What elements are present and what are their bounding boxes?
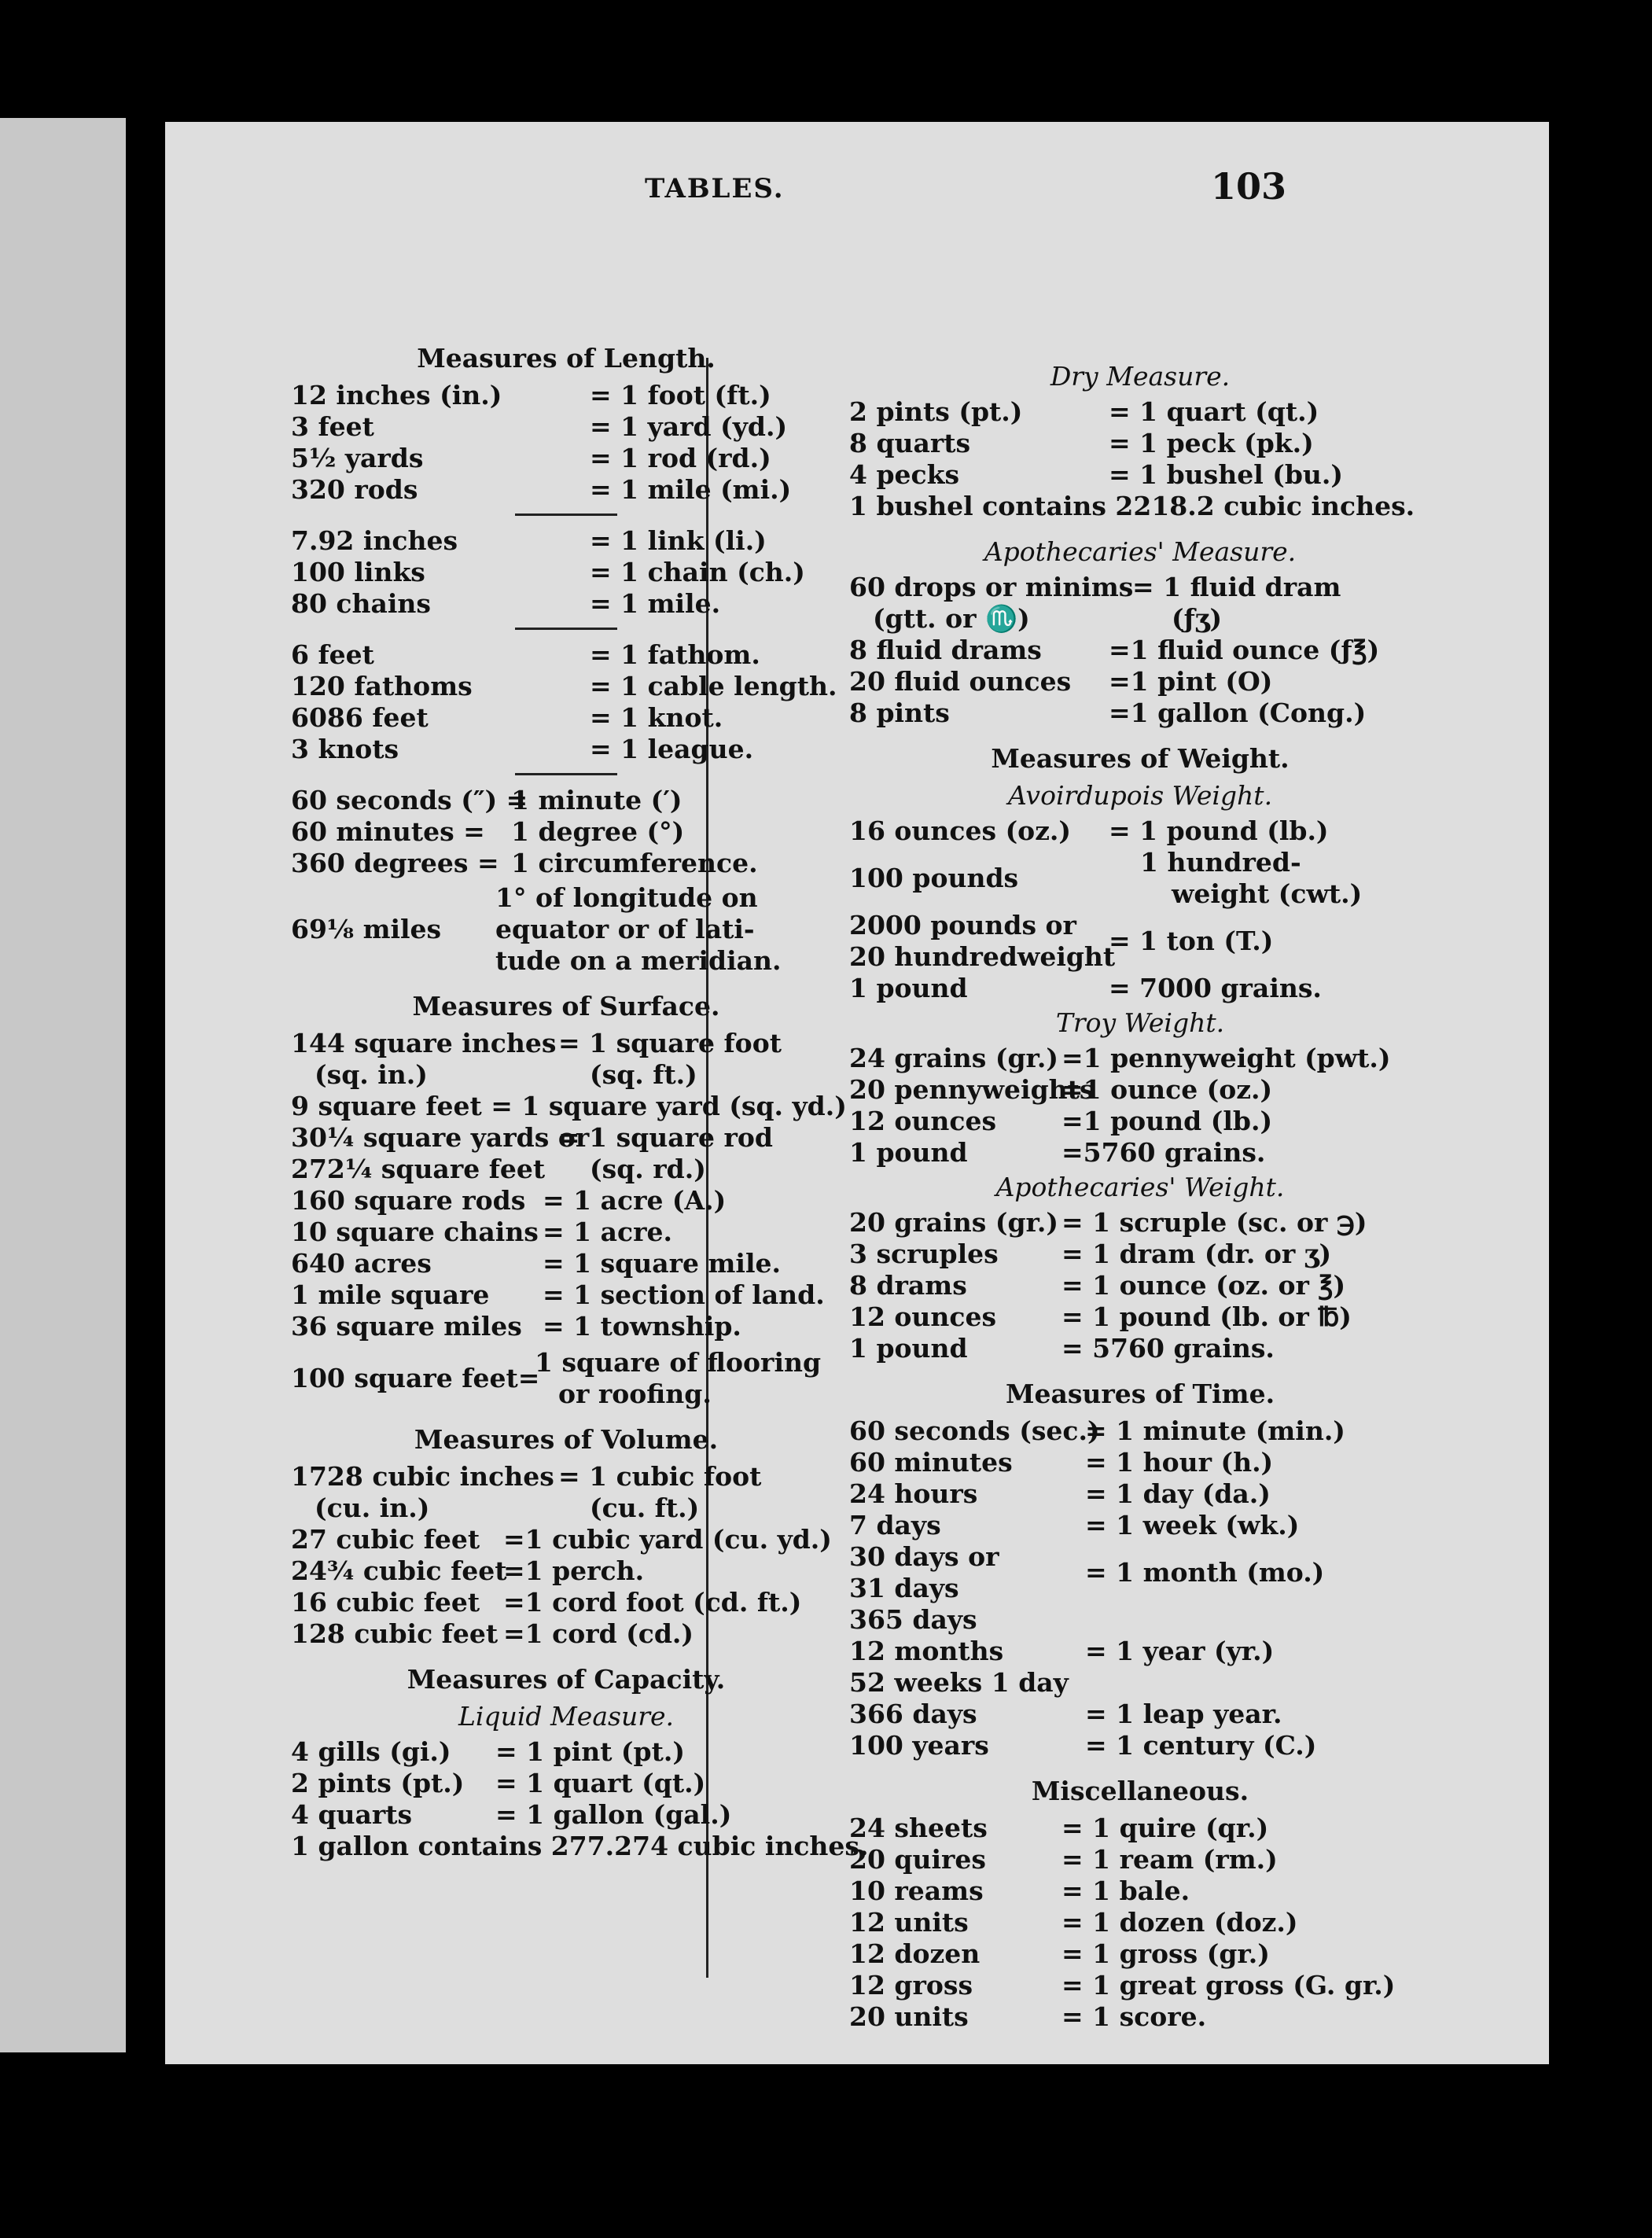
longitude-right [495, 882, 841, 977]
surface-row [291, 1122, 841, 1185]
length-row [291, 380, 841, 411]
apothecary-row [849, 1301, 1431, 1333]
surface-left: 144 square inches [291, 1028, 557, 1058]
length-left: 320 rods [291, 474, 418, 505]
surface-left: 160 square rods [291, 1185, 526, 1216]
liquid-measure-heading: Liquid Measure. [458, 1701, 674, 1732]
length-row [291, 702, 841, 734]
misc-left: 12 dozen [849, 1938, 981, 1969]
volume-left: 1728 cubic inches [291, 1461, 554, 1492]
length-left: 3 feet [291, 411, 374, 442]
time-left: 60 seconds (sec.) [849, 1415, 1100, 1446]
measure-left-sub: (gtt. or ♏) [873, 603, 1030, 634]
time-right: = 1 hour (h.) [1085, 1447, 1274, 1478]
weight-left-sub: 20 hundredweight [849, 941, 1116, 972]
angle-row [291, 785, 841, 816]
volume-left: 16 cubic feet [291, 1587, 480, 1618]
length-right: = 1 yard (yd.) [590, 411, 788, 442]
volume-row [291, 1618, 841, 1650]
divider [515, 513, 617, 516]
fluid-left: 8 pints [849, 698, 950, 728]
length-row [291, 525, 841, 557]
troy-row [849, 1106, 1431, 1137]
surface-left: 30¼ square yards or [291, 1122, 590, 1153]
volume-left: 128 cubic feet [291, 1618, 499, 1649]
measure-row [849, 572, 1431, 635]
surface-row [291, 1248, 841, 1279]
length-section [291, 343, 841, 977]
weight-section [849, 743, 1431, 1364]
weight-heading: Measures of Weight. [991, 743, 1290, 774]
length-row [291, 474, 841, 506]
longitude-row [291, 882, 841, 977]
volume-left: 27 cubic feet [291, 1524, 480, 1555]
flooring-line-1: 1 square of flooring [535, 1347, 822, 1378]
facing-page-edge [0, 118, 126, 2052]
time-left: 7 days [849, 1510, 941, 1540]
troy-right: =1 pennyweight (pwt.) [1061, 1043, 1391, 1073]
troy-left: 1 pound [849, 1137, 968, 1168]
surface-right-sub: (sq. rd.) [590, 1154, 706, 1184]
length-left: 80 chains [291, 588, 431, 619]
fluid-row [849, 698, 1431, 729]
length-right: = 1 mile (mi.) [590, 474, 792, 505]
surface-left: 10 square chains [291, 1217, 539, 1247]
surface-left: 36 square miles [291, 1311, 522, 1342]
time-left: 366 days [849, 1699, 977, 1729]
volume-right: =1 cord (cd.) [503, 1618, 694, 1649]
surface-left-sub: (sq. in.) [315, 1059, 428, 1090]
dry-left: 8 quarts [849, 428, 971, 458]
dry-measure-section [849, 361, 1431, 522]
surface-row [291, 1185, 841, 1217]
time-right: = 1 day (da.) [1085, 1478, 1271, 1509]
volume-right: = 1 cubic foot [558, 1461, 762, 1492]
length-row [291, 671, 841, 702]
weight-left: 2000 pounds or [849, 910, 1076, 940]
misc-right: = 1 dozen (doz.) [1061, 1907, 1298, 1938]
volume-right: =1 cubic yard (cu. yd.) [503, 1524, 832, 1555]
apothecary-left: 12 ounces [849, 1301, 997, 1332]
troy-right: =5760 grains. [1061, 1137, 1266, 1168]
length-left: 7.92 inches [291, 525, 458, 556]
time-left: 100 years [849, 1730, 989, 1761]
time-left: 60 minutes [849, 1447, 1013, 1478]
length-heading: Measures of Length. [417, 343, 716, 374]
misc-left: 20 quires [849, 1844, 986, 1875]
misc-row [849, 1907, 1431, 1938]
volume-row [291, 1461, 841, 1524]
right-column [849, 358, 1431, 2047]
weight-right: = 1 pound (lb.) [1109, 815, 1329, 846]
dry-right: = 1 quart (qt.) [1109, 396, 1319, 427]
page-number: 103 [1211, 165, 1287, 208]
volume-left-sub: (cu. in.) [315, 1493, 430, 1523]
length-row [291, 557, 841, 588]
liquid-left: 4 gills (gi.) [291, 1736, 451, 1767]
fluid-row [849, 666, 1431, 698]
surface-right: = 1 square mile. [543, 1248, 781, 1279]
volume-section [291, 1424, 841, 1650]
time-row [849, 1447, 1431, 1478]
time-row [849, 1415, 1431, 1447]
weight-right: = 7000 grains. [1109, 973, 1322, 1003]
troy-left: 12 ounces [849, 1106, 997, 1136]
weight-row [849, 910, 1431, 973]
surface-right-sub: (sq. ft.) [590, 1059, 697, 1090]
misc-right: = 1 gross (gr.) [1061, 1938, 1270, 1969]
time-heading: Measures of Time. [1005, 1379, 1275, 1409]
surface-section [291, 991, 847, 1410]
volume-heading: Measures of Volume. [414, 1424, 719, 1455]
surface-right: = 1 acre. [543, 1217, 672, 1247]
time-row [849, 1478, 1431, 1510]
dry-right: = 1 bushel (bu.) [1109, 459, 1344, 490]
weight-left: 1 pound [849, 973, 968, 1003]
fluid-right: =1 gallon (Cong.) [1109, 698, 1367, 728]
weight-left: 16 ounces (oz.) [849, 815, 1072, 846]
length-right: = 1 fathom. [590, 639, 760, 670]
apothecaries-measure-section [849, 536, 1431, 729]
length-right: = 1 cable length. [590, 671, 837, 701]
troy-left: 24 grains (gr.) [849, 1043, 1058, 1073]
volume-row [291, 1555, 841, 1587]
length-left: 6 feet [291, 639, 374, 670]
angle-right: 1 minute (′) [511, 785, 683, 815]
dry-right: = 1 peck (pk.) [1109, 428, 1314, 458]
time-row [849, 1510, 1431, 1541]
liquid-right: = 1 quart (qt.) [495, 1768, 706, 1798]
misc-right: = 1 score. [1061, 2001, 1207, 2032]
gallon-note: 1 gallon contains 277.274 cubic inches. [291, 1831, 869, 1861]
angle-left: 60 seconds (″) = [291, 785, 528, 815]
capacity-heading: Measures of Capacity. [407, 1664, 726, 1695]
misc-right: = 1 quire (qr.) [1061, 1813, 1269, 1843]
misc-left: 20 units [849, 2001, 969, 2032]
time-left: 24 hours [849, 1478, 978, 1509]
time-left: 365 days [849, 1604, 977, 1635]
time-row [849, 1541, 1431, 1604]
weight-row [849, 815, 1431, 847]
liquid-left: 4 quarts [291, 1799, 413, 1830]
dry-measure-heading: Dry Measure. [1050, 361, 1231, 392]
length-left: 5½ yards [291, 443, 424, 473]
misc-left: 12 gross [849, 1970, 973, 2001]
measure-left: 60 drops or minims [849, 572, 1134, 602]
dry-left: 4 pecks [849, 459, 960, 490]
length-row [291, 443, 841, 474]
flooring-line-2: or roofing. [558, 1379, 712, 1409]
apothecary-row [849, 1333, 1431, 1364]
dry-left: 2 pints (pt.) [849, 396, 1023, 427]
length-left: 100 links [291, 557, 425, 587]
time-row [849, 1604, 1431, 1699]
length-left: 6086 feet [291, 702, 429, 733]
surface-row [291, 1217, 841, 1248]
apothecary-right: = 1 scruple (sc. or ℈) [1061, 1207, 1367, 1238]
length-right: = 1 foot (ft.) [590, 380, 771, 410]
longitude-line-2: equator or of lati- [495, 914, 755, 944]
length-right: = 1 knot. [590, 702, 723, 733]
flooring-left: 100 square feet= [291, 1363, 540, 1393]
apothecaries-measure-heading: Apothecaries' Measure. [984, 536, 1297, 567]
fluid-right: =1 pint (O) [1109, 666, 1273, 697]
time-left: 30 days or [849, 1541, 999, 1572]
fluid-left: 8 fluid drams [849, 635, 1042, 665]
weight-right: 1 hundred- [1140, 847, 1301, 878]
time-right: = 1 year (yr.) [1085, 1636, 1275, 1666]
length-right: = 1 rod (rd.) [590, 443, 771, 473]
surface-left: 640 acres [291, 1248, 432, 1279]
left-column [291, 338, 869, 1876]
avoirdupois-heading: Avoirdupois Weight. [1007, 780, 1273, 811]
longitude-line-1: 1° of longitude on [495, 882, 758, 913]
liquid-right: = 1 gallon (gal.) [495, 1799, 732, 1830]
dry-row [849, 396, 1431, 428]
apothecary-left: 1 pound [849, 1333, 968, 1364]
length-right: = 1 mile. [590, 588, 721, 619]
troy-heading: Troy Weight. [1055, 1007, 1225, 1038]
surface-row [291, 1279, 841, 1311]
longitude-left: 69⅛ miles [291, 914, 442, 944]
weight-right: = 1 ton (T.) [1109, 926, 1274, 956]
angle-left: 60 minutes = [291, 816, 485, 847]
misc-row [849, 1844, 1431, 1875]
misc-row [849, 1813, 1431, 1844]
misc-row [849, 1938, 1431, 1970]
liquid-row [291, 1799, 841, 1831]
troy-row [849, 1137, 1431, 1169]
apothecary-right: = 1 pound (lb. or ℔) [1061, 1301, 1352, 1332]
volume-row [291, 1524, 841, 1555]
apothecary-left: 8 drams [849, 1270, 967, 1301]
running-title: TABLES. [645, 173, 785, 204]
measure-right: = 1 fluid dram [1132, 572, 1341, 602]
misc-right: = 1 bale. [1061, 1875, 1190, 1906]
volume-left: 24¾ cubic feet [291, 1555, 507, 1586]
surface-row [291, 1311, 841, 1342]
time-right: = 1 week (wk.) [1085, 1510, 1300, 1540]
time-row [849, 1699, 1431, 1730]
fluid-right: =1 fluid ounce (ƒ℥) [1109, 635, 1380, 665]
misc-row [849, 1875, 1431, 1907]
apothecary-left: 20 grains (gr.) [849, 1207, 1058, 1238]
misc-right: = 1 great gross (G. gr.) [1061, 1970, 1396, 2001]
misc-left: 24 sheets [849, 1813, 988, 1843]
liquid-row [291, 1768, 841, 1799]
apothecary-row [849, 1270, 1431, 1301]
apothecary-right: = 1 dram (dr. or ʒ) [1061, 1239, 1332, 1269]
dry-row [849, 428, 1431, 459]
angle-right: 1 degree (°) [511, 816, 685, 847]
length-row [291, 639, 841, 671]
length-left: 120 fathoms [291, 671, 473, 701]
length-left: 12 inches (in.) [291, 380, 502, 410]
fluid-left: 20 fluid ounces [849, 666, 1072, 697]
misc-heading: Miscellaneous. [1031, 1776, 1249, 1806]
troy-left: 20 pennyweights [849, 1074, 1095, 1105]
time-left-sub: 52 weeks 1 day [849, 1667, 1069, 1698]
angle-row [291, 848, 841, 879]
time-left-sub: 12 months [849, 1636, 1004, 1666]
measure-right-sub: (ƒʒ) [1172, 603, 1223, 634]
divider [515, 773, 617, 775]
time-right: = 1 century (C.) [1085, 1730, 1317, 1761]
surface-left-sub: 272¼ square feet [291, 1154, 546, 1184]
volume-right-sub: (cu. ft.) [590, 1493, 700, 1523]
angle-row [291, 816, 841, 848]
apothecaries-weight-heading: Apothecaries' Weight. [995, 1172, 1285, 1202]
time-right: = 1 month (mo.) [1085, 1557, 1325, 1588]
surface-right: = 1 square rod [558, 1122, 773, 1153]
volume-right: =1 cord foot (cd. ft.) [503, 1587, 802, 1618]
liquid-right: = 1 pint (pt.) [495, 1736, 685, 1767]
length-row [291, 588, 841, 620]
time-section [849, 1379, 1431, 1761]
troy-right: =1 pound (lb.) [1061, 1106, 1273, 1136]
length-right: = 1 link (li.) [590, 525, 767, 556]
length-left: 3 knots [291, 734, 399, 764]
weight-row [849, 847, 1431, 910]
misc-section [849, 1776, 1431, 2033]
divider [515, 628, 617, 630]
weight-left: 100 pounds [849, 863, 1019, 893]
apothecary-right: = 5760 grains. [1061, 1333, 1275, 1364]
volume-row [291, 1587, 841, 1618]
volume-right: =1 perch. [503, 1555, 645, 1586]
surface-right: = 1 square foot [558, 1028, 782, 1058]
time-left-sub: 31 days [849, 1573, 959, 1603]
length-row [291, 734, 841, 765]
surface-left: 1 mile square [291, 1279, 490, 1310]
troy-row [849, 1043, 1431, 1074]
time-row [849, 1730, 1431, 1761]
page-header [0, 149, 1652, 212]
apothecary-row [849, 1239, 1431, 1270]
length-right: = 1 league. [590, 734, 754, 764]
weight-row [849, 973, 1431, 1004]
fluid-row [849, 635, 1431, 666]
apothecary-row [849, 1207, 1431, 1239]
surface-row [291, 1028, 841, 1091]
bushel-note: 1 bushel contains 2218.2 cubic inches. [849, 491, 1415, 521]
apothecary-left: 3 scruples [849, 1239, 999, 1269]
troy-right: =1 ounce (oz.) [1061, 1074, 1273, 1105]
surface-right: = 1 township. [543, 1311, 741, 1342]
capacity-section [291, 1664, 869, 1862]
time-right: = 1 leap year. [1085, 1699, 1282, 1729]
surface-right: = 1 acre (A.) [543, 1185, 727, 1216]
liquid-row [291, 1736, 841, 1768]
misc-row [849, 1970, 1431, 2001]
apothecary-right: = 1 ounce (oz. or ℥) [1061, 1270, 1346, 1301]
misc-row [849, 2001, 1431, 2033]
liquid-left: 2 pints (pt.) [291, 1768, 465, 1798]
surface-heading: Measures of Surface. [412, 991, 720, 1021]
angle-left: 360 degrees = [291, 848, 499, 878]
surface-right: = 1 section of land. [543, 1279, 825, 1310]
time-right: = 1 minute (min.) [1085, 1415, 1345, 1446]
angle-right: 1 circumference. [511, 848, 758, 878]
weight-right-sub: weight (cwt.) [1172, 878, 1363, 909]
misc-left: 12 units [849, 1907, 969, 1938]
misc-left: 10 reams [849, 1875, 984, 1906]
troy-row [849, 1074, 1431, 1106]
longitude-line-3: tude on a meridian. [495, 945, 782, 976]
flooring-row [291, 1347, 841, 1410]
dry-row [849, 459, 1431, 491]
length-row [291, 411, 841, 443]
misc-right: = 1 ream (rm.) [1061, 1844, 1278, 1875]
length-right: = 1 chain (ch.) [590, 557, 805, 587]
surface-row: 9 square feet = 1 square yard (sq. yd.) [291, 1091, 847, 1121]
